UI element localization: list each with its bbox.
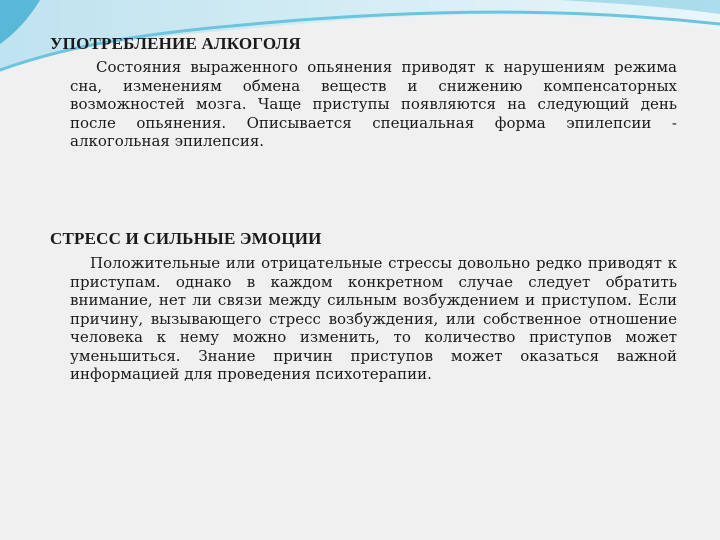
section-body-alcohol: Состояния выраженного опьянения приводят к нарушениям режима сна, изменениям обмена веществ и снижению компенсаторных возможностей мозга. Чаще приступы появляются на следующий день после опьянения. Описывается специальная форма эпилепсии - алкогольная эпилепсия.	[70, 58, 677, 150]
section-heading-stress: СТРЕСС И СИЛЬНЫЕ ЭМОЦИИ	[50, 229, 322, 248]
section-heading-alcohol: УПОТРЕБЛЕНИЕ АЛКОГОЛЯ	[50, 34, 301, 53]
section-body-stress: Положительные или отрицательные стрессы довольно редко приводят к приступам. однако в каждом конкретном случае следует обратить внимание, нет ли связи между сильным возбуждением и приступом. Если причину, вызывающего стресс возбуждения, или собственное отношение человека к нему можно изменить, то количество приступов может уменьшиться. Знание причин приступов может оказаться важной информацией для проведения психотерапии.	[70, 254, 677, 383]
